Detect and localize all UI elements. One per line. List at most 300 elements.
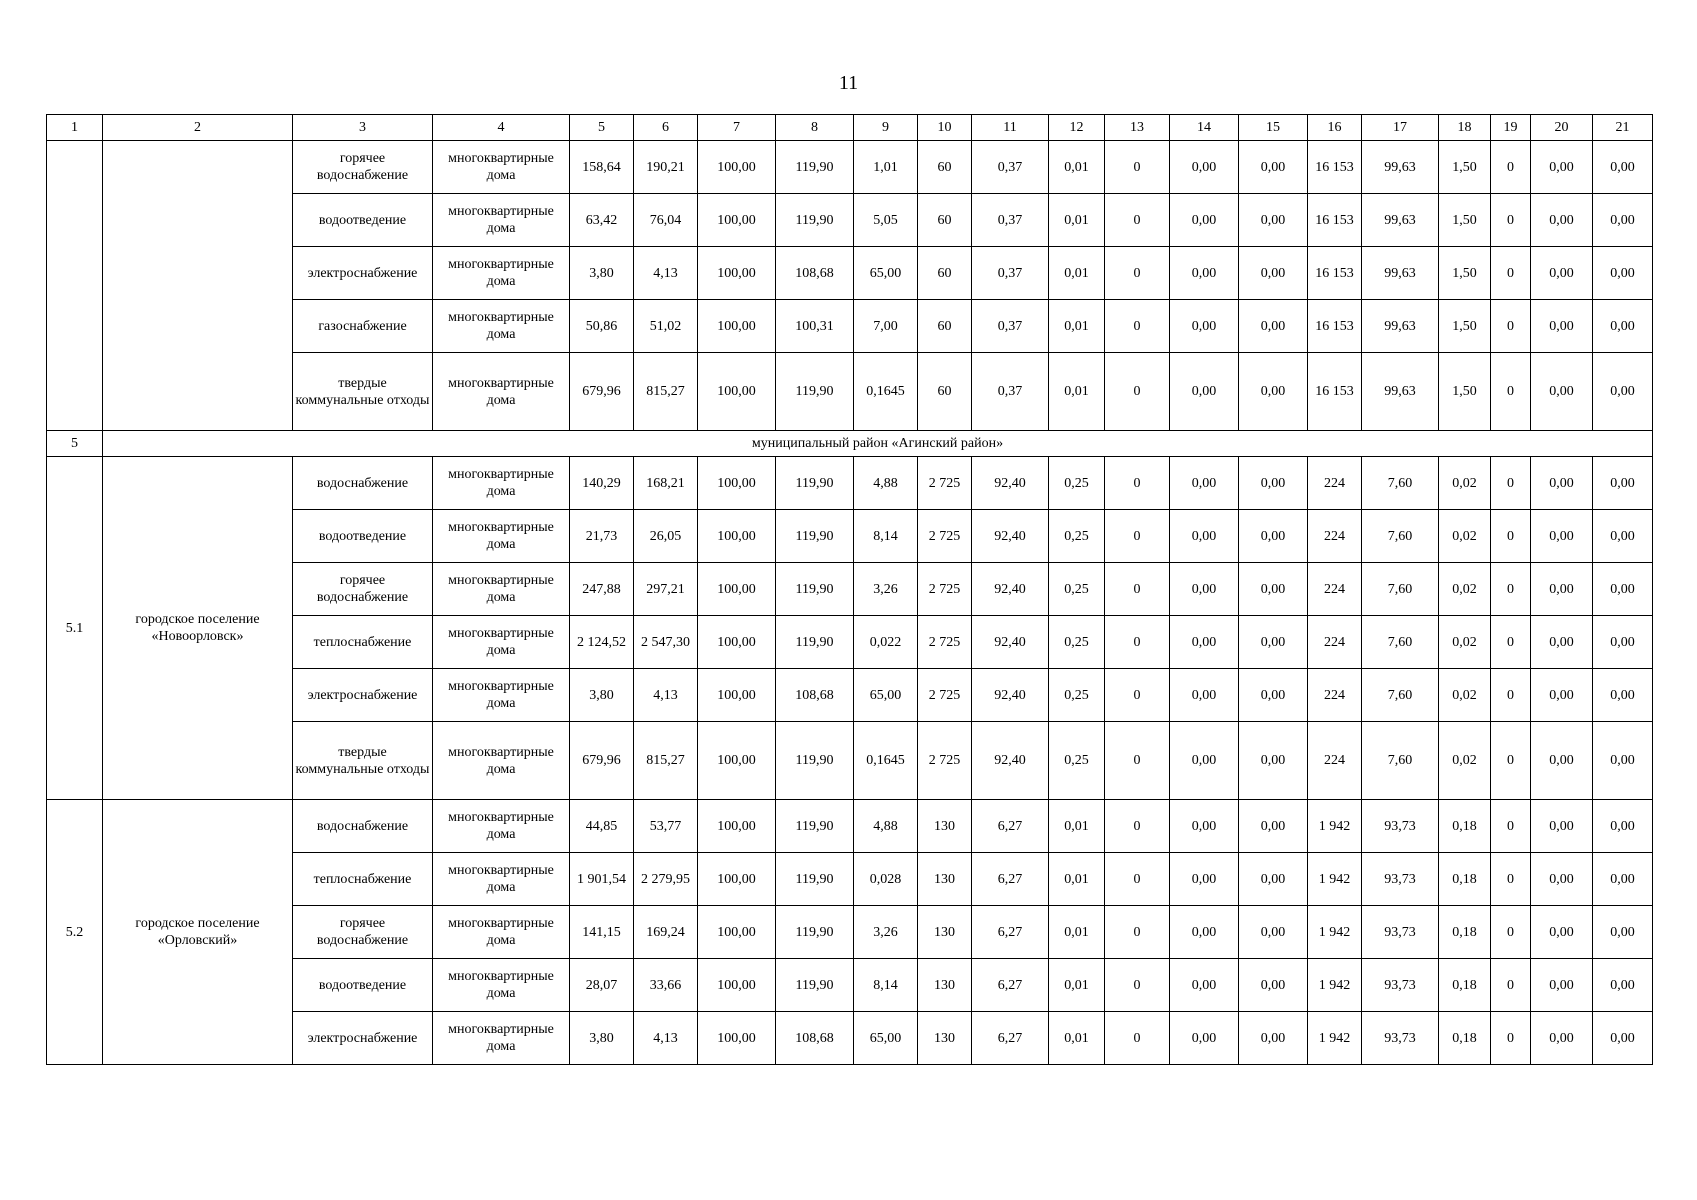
building-type-cell: многоквартирные дома xyxy=(433,800,570,853)
value-cell: 0,00 xyxy=(1170,722,1239,800)
value-cell: 119,90 xyxy=(776,194,854,247)
building-type-cell: многоквартирные дома xyxy=(433,669,570,722)
table-row xyxy=(47,800,1653,853)
value-cell: 119,90 xyxy=(776,722,854,800)
value-cell: 100,00 xyxy=(698,247,776,300)
column-header: 8 xyxy=(776,115,854,141)
value-cell: 119,90 xyxy=(776,353,854,431)
value-cell: 0,00 xyxy=(1239,906,1308,959)
building-type-cell: многоквартирные дома xyxy=(433,300,570,353)
value-cell: 100,00 xyxy=(698,853,776,906)
value-cell: 0,00 xyxy=(1239,194,1308,247)
value-cell: 119,90 xyxy=(776,853,854,906)
value-cell: 0,00 xyxy=(1593,616,1653,669)
value-cell: 0,00 xyxy=(1170,906,1239,959)
value-cell: 0,37 xyxy=(972,353,1049,431)
value-cell: 0,00 xyxy=(1170,853,1239,906)
value-cell: 119,90 xyxy=(776,141,854,194)
value-cell: 1 942 xyxy=(1308,853,1362,906)
value-cell: 1 901,54 xyxy=(570,853,634,906)
value-cell: 119,90 xyxy=(776,510,854,563)
value-cell: 0,00 xyxy=(1593,800,1653,853)
data-table xyxy=(46,114,1653,1065)
value-cell: 0 xyxy=(1105,722,1170,800)
value-cell: 0 xyxy=(1105,563,1170,616)
value-cell: 0,00 xyxy=(1593,906,1653,959)
value-cell: 16 153 xyxy=(1308,194,1362,247)
value-cell: 0,37 xyxy=(972,247,1049,300)
value-cell: 100,00 xyxy=(698,959,776,1012)
value-cell: 141,15 xyxy=(570,906,634,959)
value-cell: 130 xyxy=(918,906,972,959)
value-cell: 0 xyxy=(1491,563,1531,616)
value-cell: 0,00 xyxy=(1593,563,1653,616)
value-cell: 1,50 xyxy=(1439,194,1491,247)
value-cell: 0,00 xyxy=(1593,510,1653,563)
value-cell: 100,31 xyxy=(776,300,854,353)
value-cell: 2 725 xyxy=(918,616,972,669)
value-cell: 0,01 xyxy=(1049,247,1105,300)
value-cell: 21,73 xyxy=(570,510,634,563)
value-cell: 2 725 xyxy=(918,563,972,616)
value-cell: 1,50 xyxy=(1439,353,1491,431)
value-cell: 33,66 xyxy=(634,959,698,1012)
table-row xyxy=(47,141,1653,194)
service-cell: электроснабжение xyxy=(293,1012,433,1065)
value-cell: 297,21 xyxy=(634,563,698,616)
value-cell: 0,00 xyxy=(1593,669,1653,722)
value-cell: 8,14 xyxy=(854,959,918,1012)
value-cell: 60 xyxy=(918,247,972,300)
value-cell: 0 xyxy=(1105,510,1170,563)
value-cell: 0 xyxy=(1491,853,1531,906)
value-cell: 93,73 xyxy=(1362,959,1439,1012)
value-cell: 3,26 xyxy=(854,563,918,616)
building-type-cell: многоквартирные дома xyxy=(433,1012,570,1065)
value-cell: 0,00 xyxy=(1593,353,1653,431)
value-cell: 0,00 xyxy=(1239,141,1308,194)
service-cell: твердые коммунальные отходы xyxy=(293,722,433,800)
value-cell: 0,02 xyxy=(1439,722,1491,800)
value-cell: 0,00 xyxy=(1239,510,1308,563)
building-type-cell: многоквартирные дома xyxy=(433,353,570,431)
value-cell: 0,00 xyxy=(1239,1012,1308,1065)
value-cell: 224 xyxy=(1308,457,1362,510)
value-cell: 92,40 xyxy=(972,669,1049,722)
value-cell: 247,88 xyxy=(570,563,634,616)
row-number-cell: 5.2 xyxy=(47,800,103,1065)
column-header: 18 xyxy=(1439,115,1491,141)
value-cell: 28,07 xyxy=(570,959,634,1012)
value-cell: 60 xyxy=(918,141,972,194)
value-cell: 1,50 xyxy=(1439,141,1491,194)
section-title-cell: муниципальный район «Агинский район» xyxy=(103,431,1653,457)
value-cell: 0,00 xyxy=(1170,669,1239,722)
value-cell: 0 xyxy=(1105,906,1170,959)
value-cell: 0,00 xyxy=(1593,1012,1653,1065)
column-header: 14 xyxy=(1170,115,1239,141)
value-cell: 100,00 xyxy=(698,510,776,563)
value-cell: 0 xyxy=(1491,194,1531,247)
service-cell: газоснабжение xyxy=(293,300,433,353)
column-header: 16 xyxy=(1308,115,1362,141)
value-cell: 0,18 xyxy=(1439,906,1491,959)
column-header: 21 xyxy=(1593,115,1653,141)
value-cell: 168,21 xyxy=(634,457,698,510)
column-header: 13 xyxy=(1105,115,1170,141)
value-cell: 6,27 xyxy=(972,853,1049,906)
column-header: 20 xyxy=(1531,115,1593,141)
value-cell: 224 xyxy=(1308,616,1362,669)
value-cell: 100,00 xyxy=(698,457,776,510)
value-cell: 0,25 xyxy=(1049,616,1105,669)
value-cell: 0,02 xyxy=(1439,669,1491,722)
building-type-cell: многоквартирные дома xyxy=(433,194,570,247)
value-cell: 0,37 xyxy=(972,194,1049,247)
service-cell: горячее водоснабжение xyxy=(293,563,433,616)
value-cell: 0,00 xyxy=(1531,722,1593,800)
value-cell: 679,96 xyxy=(570,722,634,800)
value-cell: 0,02 xyxy=(1439,457,1491,510)
column-header: 17 xyxy=(1362,115,1439,141)
service-cell: электроснабжение xyxy=(293,247,433,300)
value-cell: 0,022 xyxy=(854,616,918,669)
service-cell: водоснабжение xyxy=(293,800,433,853)
value-cell: 0,25 xyxy=(1049,722,1105,800)
value-cell: 0,00 xyxy=(1170,510,1239,563)
value-cell: 0,00 xyxy=(1531,457,1593,510)
column-header: 4 xyxy=(433,115,570,141)
value-cell: 0,00 xyxy=(1170,247,1239,300)
service-cell: водоотведение xyxy=(293,194,433,247)
value-cell: 0,18 xyxy=(1439,853,1491,906)
value-cell: 93,73 xyxy=(1362,906,1439,959)
column-header: 19 xyxy=(1491,115,1531,141)
value-cell: 3,80 xyxy=(570,247,634,300)
value-cell: 2 279,95 xyxy=(634,853,698,906)
value-cell: 0 xyxy=(1105,300,1170,353)
value-cell: 0,25 xyxy=(1049,669,1105,722)
value-cell: 76,04 xyxy=(634,194,698,247)
value-cell: 93,73 xyxy=(1362,800,1439,853)
value-cell: 4,13 xyxy=(634,669,698,722)
value-cell: 0,00 xyxy=(1170,194,1239,247)
settlement-name-cell: городское поселение «Орловский» xyxy=(103,800,293,1065)
value-cell: 0 xyxy=(1105,800,1170,853)
value-cell: 7,60 xyxy=(1362,563,1439,616)
column-header: 1 xyxy=(47,115,103,141)
value-cell: 0,00 xyxy=(1593,300,1653,353)
value-cell: 26,05 xyxy=(634,510,698,563)
value-cell: 0 xyxy=(1105,353,1170,431)
value-cell: 100,00 xyxy=(698,906,776,959)
row-number-cell: 5.1 xyxy=(47,457,103,800)
value-cell: 2 725 xyxy=(918,722,972,800)
value-cell: 99,63 xyxy=(1362,247,1439,300)
value-cell: 100,00 xyxy=(698,669,776,722)
value-cell: 0,00 xyxy=(1239,457,1308,510)
value-cell: 0,00 xyxy=(1593,959,1653,1012)
value-cell: 65,00 xyxy=(854,247,918,300)
value-cell: 0 xyxy=(1491,669,1531,722)
value-cell: 7,00 xyxy=(854,300,918,353)
column-header: 11 xyxy=(972,115,1049,141)
building-type-cell: многоквартирные дома xyxy=(433,853,570,906)
value-cell: 100,00 xyxy=(698,300,776,353)
value-cell: 224 xyxy=(1308,722,1362,800)
value-cell: 130 xyxy=(918,959,972,1012)
service-cell: водоотведение xyxy=(293,510,433,563)
value-cell: 16 153 xyxy=(1308,141,1362,194)
value-cell: 100,00 xyxy=(698,563,776,616)
table-row xyxy=(47,457,1653,510)
value-cell: 0,37 xyxy=(972,141,1049,194)
value-cell: 224 xyxy=(1308,669,1362,722)
section-row xyxy=(47,431,1653,457)
value-cell: 100,00 xyxy=(698,800,776,853)
value-cell: 0,00 xyxy=(1593,141,1653,194)
value-cell: 1,50 xyxy=(1439,300,1491,353)
value-cell: 16 153 xyxy=(1308,247,1362,300)
value-cell: 3,80 xyxy=(570,1012,634,1065)
value-cell: 0 xyxy=(1105,141,1170,194)
service-cell: горячее водоснабжение xyxy=(293,906,433,959)
value-cell: 0,00 xyxy=(1170,1012,1239,1065)
value-cell: 100,00 xyxy=(698,722,776,800)
value-cell: 130 xyxy=(918,1012,972,1065)
value-cell: 99,63 xyxy=(1362,141,1439,194)
column-header: 15 xyxy=(1239,115,1308,141)
value-cell: 100,00 xyxy=(698,194,776,247)
value-cell: 1,50 xyxy=(1439,247,1491,300)
value-cell: 0 xyxy=(1491,906,1531,959)
value-cell: 5,05 xyxy=(854,194,918,247)
value-cell: 169,24 xyxy=(634,906,698,959)
building-type-cell: многоквартирные дома xyxy=(433,457,570,510)
value-cell: 3,26 xyxy=(854,906,918,959)
value-cell: 65,00 xyxy=(854,1012,918,1065)
value-cell: 0,1645 xyxy=(854,353,918,431)
value-cell: 0,25 xyxy=(1049,563,1105,616)
value-cell: 0 xyxy=(1105,959,1170,1012)
value-cell: 119,90 xyxy=(776,616,854,669)
column-header: 12 xyxy=(1049,115,1105,141)
column-header: 2 xyxy=(103,115,293,141)
value-cell: 0,00 xyxy=(1593,194,1653,247)
value-cell: 99,63 xyxy=(1362,300,1439,353)
value-cell: 0 xyxy=(1491,353,1531,431)
value-cell: 119,90 xyxy=(776,563,854,616)
value-cell: 119,90 xyxy=(776,906,854,959)
value-cell: 16 153 xyxy=(1308,353,1362,431)
value-cell: 1 942 xyxy=(1308,800,1362,853)
value-cell: 2 547,30 xyxy=(634,616,698,669)
value-cell: 0,00 xyxy=(1170,300,1239,353)
value-cell: 2 725 xyxy=(918,669,972,722)
value-cell: 130 xyxy=(918,853,972,906)
column-header: 9 xyxy=(854,115,918,141)
value-cell: 0,01 xyxy=(1049,194,1105,247)
value-cell: 92,40 xyxy=(972,563,1049,616)
column-header: 3 xyxy=(293,115,433,141)
value-cell: 0,01 xyxy=(1049,353,1105,431)
value-cell: 6,27 xyxy=(972,1012,1049,1065)
value-cell: 60 xyxy=(918,194,972,247)
value-cell: 0,00 xyxy=(1170,141,1239,194)
value-cell: 100,00 xyxy=(698,616,776,669)
value-cell: 0,00 xyxy=(1239,247,1308,300)
value-cell: 60 xyxy=(918,300,972,353)
value-cell: 0,02 xyxy=(1439,510,1491,563)
service-cell: теплоснабжение xyxy=(293,853,433,906)
section-number-cell: 5 xyxy=(47,431,103,457)
service-cell: водоотведение xyxy=(293,959,433,1012)
building-type-cell: многоквартирные дома xyxy=(433,906,570,959)
value-cell: 0,00 xyxy=(1170,563,1239,616)
value-cell: 140,29 xyxy=(570,457,634,510)
value-cell: 0 xyxy=(1491,300,1531,353)
value-cell: 4,13 xyxy=(634,1012,698,1065)
value-cell: 108,68 xyxy=(776,247,854,300)
value-cell: 1 942 xyxy=(1308,959,1362,1012)
value-cell: 0,00 xyxy=(1170,800,1239,853)
value-cell: 2 725 xyxy=(918,510,972,563)
value-cell: 190,21 xyxy=(634,141,698,194)
value-cell: 0,00 xyxy=(1239,300,1308,353)
value-cell: 100,00 xyxy=(698,353,776,431)
value-cell: 108,68 xyxy=(776,1012,854,1065)
value-cell: 108,68 xyxy=(776,669,854,722)
value-cell: 6,27 xyxy=(972,959,1049,1012)
header-row xyxy=(47,115,1653,141)
value-cell: 0 xyxy=(1491,1012,1531,1065)
value-cell: 0,00 xyxy=(1593,853,1653,906)
value-cell: 0 xyxy=(1491,722,1531,800)
value-cell: 119,90 xyxy=(776,959,854,1012)
value-cell: 65,00 xyxy=(854,669,918,722)
value-cell: 16 153 xyxy=(1308,300,1362,353)
value-cell: 0 xyxy=(1105,853,1170,906)
value-cell: 0,25 xyxy=(1049,510,1105,563)
value-cell: 92,40 xyxy=(972,510,1049,563)
service-cell: твердые коммунальные отходы xyxy=(293,353,433,431)
value-cell: 0 xyxy=(1491,800,1531,853)
value-cell: 4,88 xyxy=(854,457,918,510)
value-cell: 100,00 xyxy=(698,141,776,194)
value-cell: 0,00 xyxy=(1531,800,1593,853)
value-cell: 100,00 xyxy=(698,1012,776,1065)
value-cell: 0,01 xyxy=(1049,800,1105,853)
value-cell: 50,86 xyxy=(570,300,634,353)
value-cell: 224 xyxy=(1308,510,1362,563)
value-cell: 0,00 xyxy=(1531,353,1593,431)
value-cell: 92,40 xyxy=(972,616,1049,669)
value-cell: 0,01 xyxy=(1049,300,1105,353)
value-cell: 0,01 xyxy=(1049,1012,1105,1065)
value-cell: 224 xyxy=(1308,563,1362,616)
value-cell: 0 xyxy=(1105,247,1170,300)
value-cell: 0 xyxy=(1105,457,1170,510)
value-cell: 60 xyxy=(918,353,972,431)
value-cell: 0,18 xyxy=(1439,800,1491,853)
value-cell: 0 xyxy=(1491,247,1531,300)
value-cell: 0,00 xyxy=(1531,510,1593,563)
value-cell: 4,88 xyxy=(854,800,918,853)
value-cell: 7,60 xyxy=(1362,669,1439,722)
row-number-cell xyxy=(47,141,103,431)
value-cell: 1 942 xyxy=(1308,1012,1362,1065)
building-type-cell: многоквартирные дома xyxy=(433,722,570,800)
value-cell: 0,18 xyxy=(1439,959,1491,1012)
value-cell: 0,00 xyxy=(1531,247,1593,300)
value-cell: 0,00 xyxy=(1531,300,1593,353)
value-cell: 1 942 xyxy=(1308,906,1362,959)
value-cell: 0,25 xyxy=(1049,457,1105,510)
value-cell: 0,028 xyxy=(854,853,918,906)
value-cell: 0,02 xyxy=(1439,563,1491,616)
value-cell: 53,77 xyxy=(634,800,698,853)
value-cell: 0 xyxy=(1491,959,1531,1012)
value-cell: 0,00 xyxy=(1531,616,1593,669)
building-type-cell: многоквартирные дома xyxy=(433,959,570,1012)
settlement-name-cell xyxy=(103,141,293,431)
building-type-cell: многоквартирные дома xyxy=(433,247,570,300)
value-cell: 815,27 xyxy=(634,353,698,431)
value-cell: 7,60 xyxy=(1362,457,1439,510)
service-cell: теплоснабжение xyxy=(293,616,433,669)
value-cell: 158,64 xyxy=(570,141,634,194)
value-cell: 7,60 xyxy=(1362,722,1439,800)
value-cell: 2 725 xyxy=(918,457,972,510)
value-cell: 0,01 xyxy=(1049,853,1105,906)
settlement-name-cell: городское поселение «Новоорловск» xyxy=(103,457,293,800)
column-header: 5 xyxy=(570,115,634,141)
building-type-cell: многоквартирные дома xyxy=(433,141,570,194)
building-type-cell: многоквартирные дома xyxy=(433,616,570,669)
service-cell: горячее водоснабжение xyxy=(293,141,433,194)
value-cell: 0,01 xyxy=(1049,959,1105,1012)
value-cell: 0,00 xyxy=(1239,722,1308,800)
value-cell: 119,90 xyxy=(776,457,854,510)
value-cell: 44,85 xyxy=(570,800,634,853)
value-cell: 0,00 xyxy=(1531,194,1593,247)
value-cell: 63,42 xyxy=(570,194,634,247)
value-cell: 0,00 xyxy=(1531,563,1593,616)
value-cell: 0 xyxy=(1491,457,1531,510)
value-cell: 0,00 xyxy=(1239,669,1308,722)
value-cell: 0 xyxy=(1105,616,1170,669)
value-cell: 92,40 xyxy=(972,457,1049,510)
value-cell: 6,27 xyxy=(972,800,1049,853)
value-cell: 0,00 xyxy=(1170,959,1239,1012)
value-cell: 99,63 xyxy=(1362,353,1439,431)
value-cell: 0,00 xyxy=(1531,141,1593,194)
value-cell: 0,00 xyxy=(1170,353,1239,431)
value-cell: 119,90 xyxy=(776,800,854,853)
value-cell: 0,02 xyxy=(1439,616,1491,669)
value-cell: 0,00 xyxy=(1593,247,1653,300)
value-cell: 0,00 xyxy=(1239,959,1308,1012)
value-cell: 0,37 xyxy=(972,300,1049,353)
value-cell: 7,60 xyxy=(1362,616,1439,669)
service-cell: электроснабжение xyxy=(293,669,433,722)
value-cell: 0,00 xyxy=(1531,1012,1593,1065)
column-header: 6 xyxy=(634,115,698,141)
value-cell: 0 xyxy=(1491,616,1531,669)
value-cell: 679,96 xyxy=(570,353,634,431)
value-cell: 2 124,52 xyxy=(570,616,634,669)
value-cell: 6,27 xyxy=(972,906,1049,959)
